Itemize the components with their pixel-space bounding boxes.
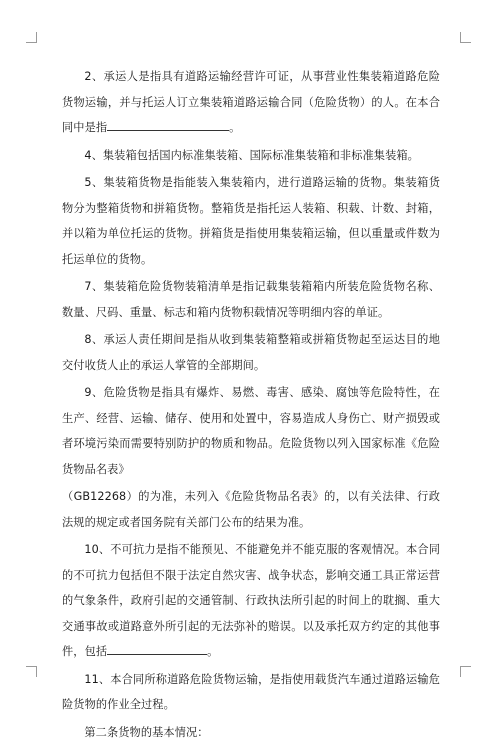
- crop-mark-top-right: [460, 32, 471, 43]
- paragraph-9-continued: （GB12268）的为准，未列入《危险货物品名表》的，以有关法律、行政法规的规定或者国务院有关部门公布的结果为准。: [62, 490, 440, 529]
- carrier-name-blank-continued[interactable]: [179, 119, 229, 131]
- paragraph-11: 11、本合同所称道路危险货物运输，是指使用载货汽车通过道路运输危险货物的作业全过程。: [62, 672, 440, 711]
- paragraph-5: 5、集装箱货物是指能装入集装箱内，进行道路运输的货物。集装箱货物分为整箱货物和拼箱货物。整箱货是指托运人装箱、积载、计数、封箱，并以箱为单位托运的货物。拼箱货是指使用集装箱运输，但以重量或件数为托运单位的货物。: [62, 176, 440, 266]
- crop-mark-top-left: [26, 32, 37, 43]
- paragraph-4: 4、集装箱包括国内标准集装箱、国际标准集装箱和非标准集装箱。: [84, 148, 419, 162]
- paragraph-10-text: 10、不可抗力是指不能预见、不能避免并不能克服的客观情况。本合同的不可抗力包括但不限于法定自然灾害、战争状态，影响交通工具正常运营的气象条件，政府引起的交通管制、行政执法所引起的时间上的耽搁、重大交通事故或道路意外所引起的无法弥补的赔误。以及承托双方约定的其他事件，包括: [62, 543, 440, 658]
- paragraph-2: [62, 64, 440, 141]
- document-body: [62, 64, 440, 747]
- carrier-name-blank[interactable]: [107, 119, 179, 131]
- crop-mark-bottom-left: [26, 666, 37, 677]
- paragraph-7: 7、集装箱危险货物装箱清单是指记载集装箱箱内所装危险货物名称、数量、尺码、重量、标志和箱内货物积载情况等明细内容的单证。: [62, 280, 440, 319]
- paragraph-10-end: 。: [207, 645, 219, 658]
- paragraph-10: [62, 537, 440, 665]
- paragraph-2-text: 2、承运人是指具有道路运输经营许可证，从事营业性集装箱道路危险货物运输，并与托运人订立集装箱道路运输合同（危险货物）的人。在本合同中是指: [62, 70, 440, 134]
- paragraph-2-end: 。: [229, 121, 241, 134]
- crop-mark-bottom-right: [460, 666, 471, 677]
- paragraph-9: 9、危险货物是指具有爆炸、易燃、毒害、感染、腐蚀等危险特性，在生产、经营、运输、储存、使用和处置中，容易造成人身伤亡、财产损毁或者环境污染而需要特别防护的物质和物品。危险货物以列入国家标准《危险货物品名表》: [62, 386, 440, 476]
- paragraph-8: 8、承运人责任期间是指从收到集装箱整箱或拼箱货物起至运达目的地交付收货人止的承运人掌管的全部期间。: [62, 333, 440, 372]
- other-events-blank[interactable]: [107, 643, 207, 655]
- article-2-heading: 第二条货物的基本情况：: [84, 725, 209, 739]
